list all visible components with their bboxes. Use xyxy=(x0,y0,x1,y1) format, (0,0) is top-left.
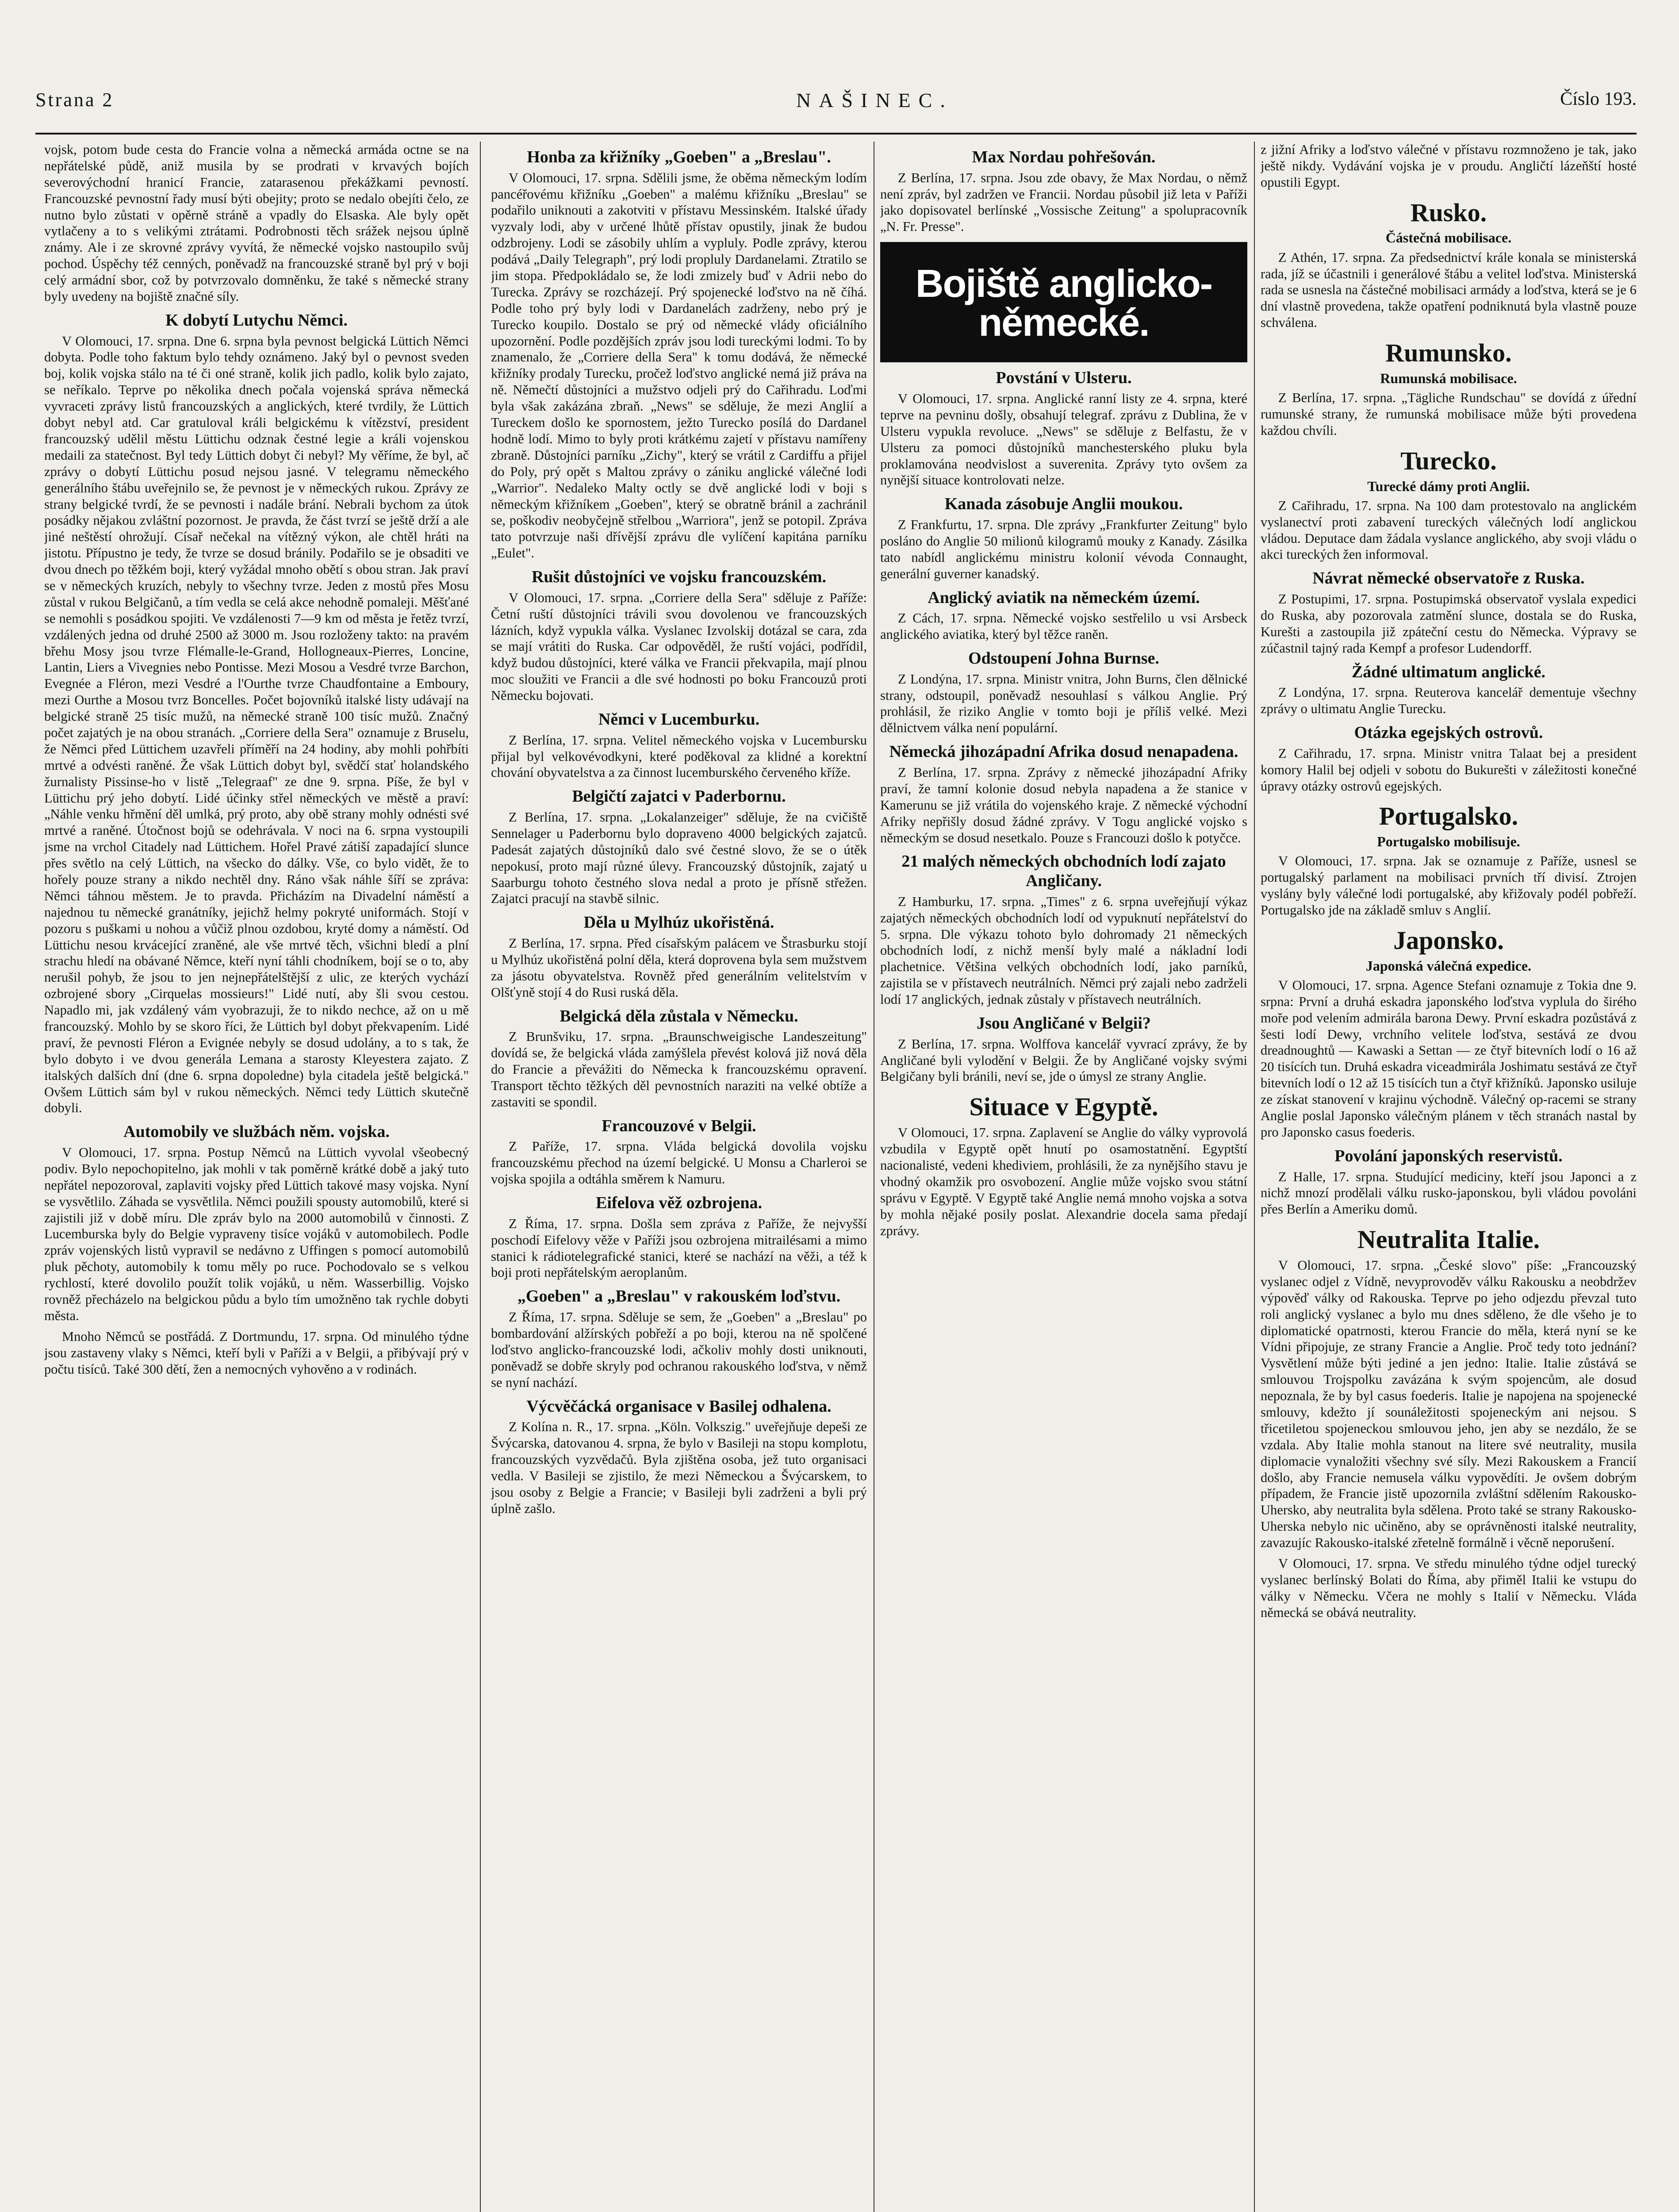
article-heading: Turecké dámy proti Anglii. xyxy=(1367,478,1530,494)
article-text: Z Londýna, 17. srpna. Reuterova kancelář dementuje všechny zprávy o ultimatu Anglie Turecku. xyxy=(1261,685,1637,717)
article-heading: Portugalsko mobilisuje. xyxy=(1377,833,1520,850)
section-heading: Turecko. xyxy=(1400,446,1497,475)
article-text: Z Paříže, 17. srpna. Vláda belgická dovolila vojsku francouzskému přechod na území belgické. U Monsu a Charleroi se vojska spojila a odtáhla směrem k Namuru. xyxy=(491,1139,867,1187)
article-text: Z Cách, 17. srpna. Německé vojsko sestřelilo u vsi Arsbeck anglického aviatika, který byl těžce raněn. xyxy=(880,611,1247,642)
article-heading: Belgičtí zajatci v Paderbornu. xyxy=(572,787,786,806)
section-heading: Rusko. xyxy=(1410,198,1487,227)
article-text: Z Říma, 17. srpna. Sděluje se sem, že „Goeben" a „Breslau" po bombardování alžírských pobřeží a po boji, kterou na ně spolčené loďstvo anglicko-francouzské lodi, ačkoliv mohly dosti uniknouti, poněvadž se dobře skryly pod ochranou rakouského loďstva, v němž se nyní nachází. xyxy=(491,1310,867,1390)
article-heading: Odstoupení Johna Burnse. xyxy=(968,649,1159,668)
article-heading: Japonská válečná expedice. xyxy=(1365,957,1532,974)
column-4 xyxy=(1261,142,1637,2212)
article-heading: K dobytí Lutychu Němci. xyxy=(165,311,348,330)
article-text: Z Berlína, 17. srpna. Wolffova kancelář vyvrací zprávy, že by Angličané byli vylodění v Belgii. Že by Angličané vojsky svými Belgičany byli bránili, neví se, jde o úmysl ze strany Anglie. xyxy=(880,1036,1247,1084)
article-text: V Olomouci, 17. srpna. „Corriere della Sera" sděluje z Paříže: Četní ruští důstojníci trávili svou dovolenou ve francouzských lázních, když vypukla válka. Vyslanec Izvolskij dotázal se cara, zda se mají vrátiti do Ruska. Car odpověděl, že ruští vojáci, podřídil, když budou důstojníci, které válka ve Francii překvapila, mají plnou moc sloužiti ve Francii a dle své hodnosti po boku Francouzů proti Německu bojovati. xyxy=(491,590,867,703)
article-text: Z Postupimi, 17. srpna. Postupimská observatoř vyslala expedici do Ruska, aby pozorovala zatmění slunce, dostala se do Ruska, Kurešti a zastoupila již zpáteční cestu do Německa. Výpravy se zúčastnil tajný rada Kempf a profesor Ludendorff. xyxy=(1261,591,1637,656)
article-text: V Olomouci, 17. srpna. Postup Němců na Lüttich vyvolal všeobecný podiv. Bylo nepochopitelno, jak mohli v tak poměrně krátké době a jaký tuto nepřátel nepozoroval, zaplaviti vojsky před Lüttich takové masy vojska. Nyní se vysvětlilo. Záhada se vysvětlila. Němci použili spousty automobilů, které si zajistili již v době míru. Dle zpráv bylo na 2000 automobilů v činnosti. Z Lucemburska byly do Belgie vypraveny tisíce vojáků v automobilech. Podle zpráv vojenských listů vypravil se nedávno z Uffingen s pomocí automobilů pluk pěchoty, automobily k tomu měly po ruce. Pochodovalo se s velkou rychlostí, které dovolilo použít tolik vojáků, u něm. Wasserbillig. Vojsko rovněž přecházelo na belgickou půdu a bylo tím umožněno tak rychle dobyti města. xyxy=(44,1145,469,1323)
article-text: Z Berlína, 17. srpna. Před císařským palácem ve Štrasburku stojí u Mylhúz ukořistěná polní děla, která doprovena byla sem mužstvem za jásotu obyvatelstva. Rovněž před generálním velitelstvím v Olšťyně stojí 4 do Rusi ruská děla. xyxy=(491,936,867,1000)
article-text: Z Brunšviku, 17. srpna. „Braunschweigische Landeszeitung" dovídá se, že belgická vláda zamýšlela převést kolová již nová děla do Francie a převážiti do Německa k francouzskému opravení. Transport těchto těžkých děl pevnostních naraziti na velké obtíže a zastaviti se spondil. xyxy=(491,1029,867,1110)
article-text: Z Frankfurtu, 17. srpna. Dle zprávy „Frankfurter Zeitung" bylo posláno do Anglie 50 milionů kilogramů mouky z Kanady. Zásilka tato nabídl anglickému ministru kolonií vévoda Connaught, generální guverner kanadský. xyxy=(880,517,1247,581)
article-text: V Olomouci, 17. srpna. Zaplavení se Anglie do války vyprovolá vzbudila v Egyptě opět hnutí po osamostatnění. Egyptští nacionalisté, vedeni khediviem, prohlásili, že za nynějšího stavu je vhodný okamžik pro osvobození. Anglie může vojsko svou státní správu v Egyptě. V Egyptě také Anglie nemá mnoho vojska a sotva by mohla nějaké posily poslat. Alexandrie docela sama předají zprávy. xyxy=(880,1125,1247,1238)
column-2 xyxy=(491,142,867,2212)
article-heading: Honba za křižníky „Goeben" a „Breslau". xyxy=(527,148,831,166)
article-heading: Návrat německé observatoře z Ruska. xyxy=(1312,569,1585,588)
header-rule xyxy=(35,133,1637,134)
article-heading: Kanada zásobuje Anglii moukou. xyxy=(944,495,1183,514)
section-heading: Neutralita Italie. xyxy=(1357,1225,1540,1254)
article-heading: Automobily ve službách něm. vojska. xyxy=(123,1122,390,1141)
article-text: Z Berlína, 17. srpna. Zprávy z německé jihozápadní Afriky praví, že tamní kolonie dosud nebyla napadena a že stanice v Kamerunu se již vrátila do vojenského kraje. Z německé východní Afriky nepřišly dosud žádné zprávy. V Togu anglické vojsko s německým se dosud nesetkalo. Pouze s Francouzi došlo k potyčce. xyxy=(880,764,1247,845)
article-text: V Olomouci, 17. srpna. Jak se oznamuje z Paříže, usnesl se portugalský parlament na mobilisaci prvních tří divisí. Ztrojen vyslány byly válečné lodi portugalské, aby křižovaly podél pobřeží. Portugalsko jde na základě smluv s Anglií. xyxy=(1261,853,1637,918)
article-text: V Olomouci, 17. srpna. Sdělili jsme, že oběma německým lodím pancéřovému křižníku „Goeben" a malému křižníku „Breslau" se podařilo uniknouti a zakotviti v přístavu Messinském. Italské úřady vyzvaly lodi, aby v určené lhůtě přístav opustily, jinak že budou odzbrojeny. Lodi se zásobily uhlím a vypluly. Podle zprávy, kterou podává „Daily Telegraph", prý lodi propluly Dardanelami. Ztratilo se jim stopa. Předpokládalo se, že lodi zmizely buď v Adrii nebo do Turecka. Zprávy se rozcházejí. Prý spojenecké loďstvo na ně číhá. Podle toho prý byly lodi v Dardanelách zadrženy, nebo prý je Turecko koupilo. Dostalo se prý od německé vlády oficiálního upozornění. Podle pozdějších zpráv jsou lodi tureckými lodmi. To by znamenalo, že „Corriere della Sera" k tomu dodává, že německé křižníky prodaly Turecku, pročež loďstvo anglické nemá již práva na ně. Němečtí důstojníci a mužstvo odjeli prý do Cařihradu. Loďmi byla však zakázána zbraň. „News" se sděluje, že mezi Anglií a Tureckem došlo ke spornostem, ježto Turecko posílá do Dardanel hodně lodí. Mimo to byly proti krátkému zajetí v přístavu namířeny zbraně. Důstojníci parníku „Zichy", který se vrátil z Cardiffu a přijel do Poly, prý opět s Maltou zprávy o zániku anglické válečné lodi „Warrior". Nedaleko Malty octly se dvě anglické lodi v boji s německým křižníkem „Goeben", který se obratně bránil a zachránil se, poškodiv neobyčejně střelbou „Warriora", jenž se potopil. Zpráva tato potvrzuje naši dřívější zprávu dle vylíčení kapitána parníku „Eulet". xyxy=(491,170,867,561)
column-divider xyxy=(480,142,481,2212)
article-heading: Němci v Lucemburku. xyxy=(598,710,760,729)
article-text: V Olomouci, 17. srpna. Ve středu minulého týdne odjel turecký vyslanec berlínský Bolati do Říma, aby přiměl Italii ke vstupu do války v Německu. Včera ne mohly s Italií v Německu. Vláda německá se obává neutrality. xyxy=(1261,1556,1637,1620)
article-text: Z Říma, 17. srpna. Došla sem zpráva z Paříže, že nejvyšší poschodí Eifelovy věže v Paříži jsou ozbrojena mitrailésami a mimo stanici k rádiotelegrafické stanici, které se nachází na věži, a též k boji proti nepřátelským aeroplanům. xyxy=(491,1216,867,1280)
article-text: z jižní Afriky a loďstvo válečné v přístavu rozmnoženo je tak, jako ještě nikdy. Vydávání vojska je v proudu. Angličtí lázeňští hosté opustili Egypt. xyxy=(1261,142,1637,190)
article-heading: Max Nordau pohřešován. xyxy=(972,148,1156,166)
section-heading: Rumunsko. xyxy=(1385,338,1512,368)
section-heading: Portugalsko. xyxy=(1379,802,1518,831)
article-heading: Povolání japonských reservistů. xyxy=(1334,1146,1563,1165)
article-text: Z Berlína, 17. srpna. Jsou zde obavy, že Max Nordau, o němž není zpráv, byl zadržen ve Francii. Nordau působil již leta v Paříži jako dopisovatel berlínské „Vossische Zeitung" a spolupracovník „N. Fr. Presse". xyxy=(880,170,1247,234)
article-text: V Olomouci, 17. srpna. Dne 6. srpna byla pevnost belgická Lüttich Němci dobyta. Podle toho faktum bylo tehdy oznámeno. Jaký byl o pevnost sveden boj, kolik vojska stálo na té či oné straně, kolik jich padlo, kolik bylo zajato, se neříkalo. Teprve po několika dnech počala vojenská správa německá vyvraceti zprávy listů francouzských a anglických, které tvrdily, že Lüttich dobyt nebyl atd. Car gratuloval králi belgickému k vítězství, president francouzský udělil městu Lüttichu odznak čestné legie a králi vojenskou medaili za statečnost. Byl tedy Lüttich dobyt či nebyl? My věříme, že byl, ač zprávy o dobytí Lüttichu posud nejsou jasné. V telegramu německého generálního štábu uveřejnilo se, že pevnost je v německých rukou. Zprávy ze strany belgické tvrdí, že se pevnosti i nadále brání. Nebrali bychom za útok posádky nějakou zvláštní pozornost. Je pravda, že část tvrzí se ještě drží a ale jiné neštěstí ohrožují. Císař nečekal na vítězný výkon, ale chtěl hráti na jistotu. Přípustno je tedy, že tvrze se dosud bránily. Podařilo se je obsaditi ve dvou dnech po těžkém boji, který vyžádal mnoho obětí s obou stran. Jak praví se v německých kruzích, nebyly to všechny tvrze. Jeden z mostů přes Mosu zůstal v rukou Belgičanů, a tím vedla se celá akce nehodně pomaleji. Měšťané se nemohli s posádkou spojiti. Ve vzdálenosti 7—9 km od města je řetěz tvrzí, vzdálených jedna od druhé 2500 až 3000 m. Jsou rozloženy takto: na pravém břehu Mosy jsou tvrze Flémalle-le-Grand, Hollogneaux-Pierres, Loncine, Lantin, Liers a Vivegnies nebo Pontisse. Mezi Mosou a Vesdré tvrze Barchon, Evegnée a Fléron, mezi Vesdré a l'Ourthe tvrze Chaudfontaine a Emboury, mezi Ourthe a Mosou tvrz Boncelles. Počet bojovníků italské listy udávají na belgické straně 25 tisíc mužů, na německé straně 100 tisíc mužů. Značný počet zajatých je na obou stranách. „Corriere della Sera" oznamuje z Bruselu, že Němci před Lüttichem uzavřeli příměří na 24 hodiny, aby mohli pohřbíti mrtvé a odvésti raněné. Že však Lüttich dobyt byl, svědčí stať holandského žurnalisty Pissinse-ho v listě „Telegraaf" ze dne 9. srpna. Píše, že byl v Lüttichu prý jeho dobytí. Lidé účinky střel německých ve městě a praví: „Náhle venku hřmění děl umlká, prý proto, aby obě strany mohly odnésti své mrtvé a raněné. Útočnost bojů se odehrávala. V noci na 6. srpna vystoupili jsme na vrchol Citadely nad Lüttichem. Hořel Pravé zátiší zapadající slunce přes světlo na celý Lüttich, na všecko do dálky. Vše, co bylo vidět, že to hořely pouze strany a nikdo nechtěl dny. Ráno však náhle šíří se zpráva: Němci táhnou městem. Je to pravda. Přicházím na Divadelní náměstí a najednou tu německé granátníky, jejichž helmy pokryté uniformách. Stojí v pozoru s puškami u nohou a vůčiž plnou ozdobou, kryté domy a náměstí. Od Lüttichu nesou krvácející zraněné, ale vše mrtvé těch, všichni bledí a plní strachu hledí na obávané Němce, kteří nyní táhli chodníkem, bojí se o to, aby nerušil pohyb, že jsou to jen nejnepřátelštější z ulic, ze kterých vychází ozbrojené sbory „Cirquelas mossieurs!" Lidé nutí, aby šli svou cestou. Napadlo mi, jak vzdálený vám vyobrazuji, že to nikdo nechce, až on u mě francouzský. Mohlo by se skoro říci, že Lüttich byl dobyt překvapením. Lidé praví, že pevnosti Fléron a Evignée nebyly se dosud udolány, a to s tak, že bylo dobyto i ve dvou generála Lemana a starosty Kleyestera zajato. Z italských dalších dní (dne 6. srpna dopoledne) byla citadela ještě belgická." Ovšem Lüttich sám byl v rukou německých. Němci tedy Lüttich skutečně dobyli. xyxy=(44,333,469,1116)
section-banner: Bojiště anglicko-německé. xyxy=(880,242,1247,362)
article-heading: Eifelova věž ozbrojena. xyxy=(595,1194,763,1213)
article-text: Z Cařihradu, 17. srpna. Ministr vnitra Talaat bej a president komory Halil bej odjeli v sobotu do Bukurešti v záležitosti konečné úpravy otázky ostrovů egejských. xyxy=(1261,745,1637,794)
article-heading: Belgická děla zůstala v Německu. xyxy=(560,1006,798,1025)
article-text: Z Kolína n. R., 17. srpna. „Köln. Volkszig." uveřejňuje depeši ze Švýcarska, datovanou 4. srpna, že bylo v Basileji na stopu komplotu, francouzských vyzvědačů. Byla zjištěna osoba, jež tuto organisaci vedla. V Basileji se zjistilo, že mezi Německou a Švýcarskem, to jsou osoby z Belgie a Francie; v Basileji byli zadrženi a byli prý úplně zašlo. xyxy=(491,1419,867,1516)
article-heading: Otázka egejských ostrovů. xyxy=(1354,723,1543,742)
article-heading: Žádné ultimatum anglické. xyxy=(1351,662,1546,681)
article-text: Z Hamburku, 17. srpna. „Times" z 6. srpna uveřejňují výkaz zajatých německých obchodních lodí od vypuknutí nepřátelství do 5. srpna. Dle výkazu tohoto bylo dohromady 21 německých obchodních lodí, z nichž menší byly malé a nákladní lodi plachetnice. Většina velkých obchodních lodí, jako parníků, zajistila se v přístavech neutrálních. Němci prý zajali nebo zadrželi lodí 17 anglických, jednak zůstaly v přístavech neutrálních. xyxy=(880,894,1247,1007)
page-header xyxy=(35,88,1637,128)
article-heading: Německá jihozápadní Afrika dosud nenapadena. xyxy=(889,742,1238,761)
article-text: Z Athén, 17. srpna. Za předsednictví krále konala se ministerská rada, jíž se účastnili i generálové štábu a velitel loďstva. Ministerská rada se usnesla na částečné mobilisaci armády a loďstva, která se je 6 dní vlastně provedena, takže opatření podniknutá byla vlastně pouze schválena. xyxy=(1261,250,1637,330)
article-heading: Částečná mobilisace. xyxy=(1385,230,1512,246)
article-text: V Olomouci, 17. srpna. „České slovo" píše: „Francouzský vyslanec odjel z Vídně, nevyprovoděv válku Rakousku a neobdržev výpověď války od Rakouska. Teprve po jeho odjezdu převzal tuto roli anglický vyslanec a bylo mu dnes sděleno, že dle všeho je to diplomatické opatrnosti, kterou Francie do měla, která nyní se ke Vídni připojuje, ze strany Francie a Anglie. Proč tedy toto jednání? Vysvětlení může býti jediné a jen jedno: Italie. Italie zůstává se smlouvou Trojspolku zavázána k svým spojencům, ale dosud nepoznala, že by byl casus foederis. Italie je napojena na spojenecké smlouvy, kdežto jí sounáležitosti spojeneckým ani nejsou. S třicetiletou spojeneckou smlouvou jeho, jen aby se nezdálo, že se vzdala. Aby Italie mohla stanout na litere své neutrality, musila diplomacie vynaložiti všechny své síly. Mezi Rakouskem a Francií došlo, aby Francie nemusela válku vypovědíti. Je ovšem dobrým případem, že Francie jistě upozornila zvláštní sdělením Rakousko-Uhersko, aby neutralita byla sdělena. Proto také se strany Rakousko-Uherska nebylo nic učiněno, aby se oprávněnosti italské neutrality, zavazujíc Rakousko-italské zřetelně formálně i věcně neporušení. xyxy=(1261,1257,1637,1551)
article-heading: Povstání v Ulsteru. xyxy=(996,369,1132,388)
column-3 xyxy=(880,142,1247,2212)
section-heading: Japonsko. xyxy=(1393,926,1504,955)
article-text: V Olomouci, 17. srpna. Anglické ranní listy ze 4. srpna, které teprve na pevninu došly, obsahují telegraf. zprávu z Dublina, že v Ulsteru vypukla revoluce. „News" se sděluje z Belfastu, že v Ulsteru za pomoci důstojníků manchesterského pluku byla proklamována neodvislost a suverenita. Zprávy tyto ovšem za nynější situace kontrolovati nelze. xyxy=(880,391,1247,488)
section-heading: Situace v Egyptě. xyxy=(969,1092,1158,1121)
article-text: Z Berlína, 17. srpna. „Tägliche Rundschau" se dovídá z úřední rumunské strany, že rumunská mobilisace může býti provedena každou chvíli. xyxy=(1261,390,1637,438)
column-1 xyxy=(44,142,469,2212)
page-number: Strana 2 xyxy=(35,89,114,111)
article-text: Mnoho Němců se postřádá. Z Dortmundu, 17. srpna. Od minulého týdne jsou zastaveny vlaky s Němci, kteří byli v Paříži a v Belgii, a přibývají prý v počtu tisíců. Také 300 dětí, žen a nemocných vyhověno a v rodinách. xyxy=(44,1329,469,1377)
article-heading: Rumunská mobilisace. xyxy=(1380,370,1517,386)
article-heading: Francouzové v Belgii. xyxy=(602,1116,756,1135)
article-text: Z Cařihradu, 17. srpna. Na 100 dam protestovalo na anglickém vyslanectví proti zabavení tureckých válečných lodí anglickou vládou. Deputace dam žádala vyslance anglického, aby svoji vládu o akci tureckých žen informoval. xyxy=(1261,498,1637,562)
article-heading: 21 malých německých obchodních lodí zajato Angličany. xyxy=(901,852,1226,891)
article-text: vojsk, potom bude cesta do Francie volna a německá armáda octne se na nepřátelské půdě, aniž musila by se prodrati v krvavých bojích severovýchodní hranicí Francie, zatarasenou překážkami pevností. Francouzské pevnostní řady musí býti obejity; proto se nedalo obejíti čelo, ze nutno bylo zůstati v opěrně stráně a vpadly do Elsaska. Ale byly opět vytlačeny a to s velikými ztrátami. Podrobnosti těch srážek nejsou úplně známy. Ale i ze skrovné zprávy vyvítá, že německé vojsko nastoupilo svůj pochod. Úspěchy též cenných, poněvadž na francouzské straně byl prý v boji celý armádní sbor, což by potvrzovalo domněnku, že také s německé strany byly uvedeny na bojiště značné síly. xyxy=(44,142,469,304)
article-heading: „Goeben" a „Breslau" v rakouském loďstvu. xyxy=(517,1287,841,1306)
article-heading: Děla u Mylhúz ukořistěná. xyxy=(583,913,774,932)
article-text: Z Halle, 17. srpna. Studující mediciny, kteří jsou Japonci a z nichž mnozí prodělali válku rusko-japonskou, byli vládou povoláni přes Berlín a Ameriku domů. xyxy=(1261,1169,1637,1217)
article-heading: Výcvěčácká organisace v Basilej odhalena. xyxy=(526,1397,832,1416)
article-text: Z Berlína, 17. srpna. Velitel německého vojska v Lucembursku přijal byl velkovévodkyni, které poděkoval za klidné a korektní chování obyvatelstva a za činnost lucemburského červeného kříže. xyxy=(491,732,867,780)
masthead-title: NAŠINEC. xyxy=(796,89,953,111)
article-text: V Olomouci, 17. srpna. Agence Stefani oznamuje z Tokia dne 9. srpna: První a druhá eskadra japonského loďstva vyplula do širého moře pod velením admirála barona Dewy. První eskadra pozůstává z šesti lodí Dewy, vrchního velitele loďstva, sestává ze dvou dreadnoughtů — Kawaski a Settan — ze čtyř bitevních lodí o 16 až 20 tisících tun. Druhá eskadra viceadmirála Joshimatu sestává ze čtyř bitevních lodí o 12 až 15 tisících tun a čtyř křižníků. Japonsko usiluje ze získat stanovení v krajinu východně. Válečný op-racemi se strany Anglie poslal Japonsko válečným plánem v těch stranách nastal by pro Japonsko casus foederis. xyxy=(1261,977,1637,1140)
column-divider xyxy=(1254,142,1255,2212)
issue-number: Číslo 193. xyxy=(1560,89,1637,109)
article-heading: Jsou Angličané v Belgii? xyxy=(977,1014,1151,1033)
article-heading: Anglický aviatik na německém území. xyxy=(928,588,1200,607)
article-text: Z Londýna, 17. srpna. Ministr vnitra, John Burns, člen dělnické strany, odstoupil, poněvadž nesouhlasí s válkou Anglie. Prý prohlásil, že riziko Anglie v tomto boji je příliš velké. Mezi dělnictvem válka není populární. xyxy=(880,671,1247,736)
article-text: Z Berlína, 17. srpna. „Lokalanzeiger" sděluje, že na cvičiště Sennelager u Paderbornu bylo dopraveno 4000 belgických zajatců. Padesát zajatých důstojníků dalo své čestné slovo, že se o útěk nepokusí, proto mají různé úlevy. Francouzský důstojník, zajatý u Saarburgu tohoto čestného slova nedal a proto je přísně střežen. Zajatci pracují na stavbě silnic. xyxy=(491,810,867,906)
article-heading: Rušit důstojníci ve vojsku francouzském. xyxy=(531,568,827,587)
